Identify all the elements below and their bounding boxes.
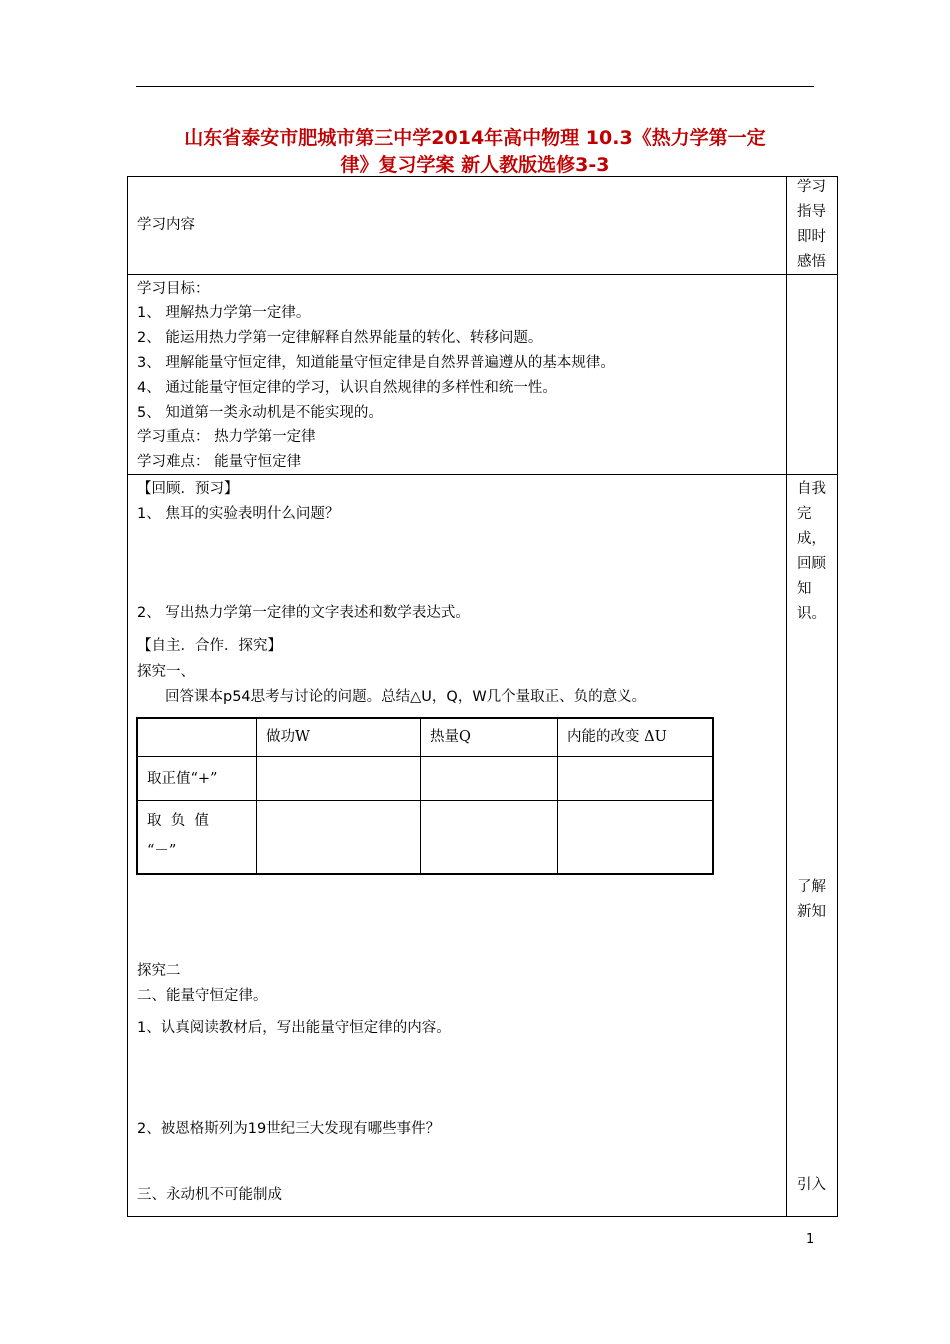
page-title-line-2: 律》复习学案 新人教版选修3-3 — [340, 154, 610, 176]
sign-convention-table — [136, 717, 714, 875]
side-note-line: 识。 — [797, 606, 826, 622]
objective-item: 4、 通过能量守恒定律的学习，认识自然规律的多样性和统一性。 — [137, 380, 557, 396]
review-heading: 【回顾．预习】 — [137, 481, 239, 497]
content-label: 学习内容 — [137, 217, 195, 233]
side-note-line: 完 — [797, 506, 812, 522]
side-note-line: 了解 — [797, 879, 826, 895]
row-label-negative-line2: “－” — [147, 842, 177, 859]
key-point: 学习重点： 热力学第一定律 — [137, 429, 316, 445]
row-label-positive: 取正值“+” — [137, 756, 257, 800]
page-number: 1 — [806, 1232, 815, 1247]
side-note-line: 知 — [797, 581, 812, 597]
objectives-heading: 学习目标： — [137, 281, 210, 297]
page-title-line-1: 山东省泰安市肥城市第三中学2014年高中物理 10.3《热力学第一定 — [184, 127, 766, 149]
table-header-cell: 热量Q — [421, 718, 558, 756]
header-rule — [136, 86, 814, 87]
objective-item: 3、 理解能量守恒定律，知道能量守恒定律是自然界普遍遵从的基本规律。 — [137, 355, 615, 371]
objective-item: 5、 知道第一类永动机是不能实现的。 — [137, 405, 383, 421]
row-divider-objectives — [127, 474, 838, 475]
guide-label-line: 感悟 — [797, 254, 826, 270]
guide-label — [797, 175, 833, 275]
explore-part2-title: 探究二 — [137, 963, 181, 979]
explore-part1-text: 回答课本p54思考与讨论的问题。总结△U，Q，W几个量取正、负的意义。 — [165, 689, 647, 705]
table-header-row — [137, 718, 713, 756]
review-question-1: 1、 焦耳的实验表明什么问题？ — [137, 506, 340, 522]
objective-item: 2、 能运用热力学第一定律解释自然界能量的转化、转移问题。 — [137, 330, 543, 346]
table-cell[interactable] — [257, 756, 421, 800]
explore-part2-question-2: 2、被恩格斯列为19世纪三大发现有哪些事件？ — [137, 1121, 441, 1137]
row-label-negative-line1: 取 负 值 — [147, 812, 209, 829]
side-note-line: 新知 — [797, 904, 826, 920]
side-note-learn-new — [797, 875, 833, 925]
column-divider — [786, 176, 787, 1217]
explore-heading: 【自主．合作．探究】 — [137, 638, 282, 654]
review-question-2: 2、 写出热力学第一定律的文字表述和数学表达式。 — [137, 605, 470, 621]
explore-part2-subtitle: 二、能量守恒定律。 — [137, 988, 268, 1004]
side-note-line: 回顾 — [797, 556, 826, 572]
difficulty: 学习难点： 能量守恒定律 — [137, 454, 302, 470]
explore-part2-question-1: 1、认真阅读教材后，写出能量守恒定律的内容。 — [137, 1020, 451, 1036]
table-cell[interactable] — [257, 800, 421, 874]
table-cell[interactable] — [421, 800, 558, 874]
table-cell[interactable] — [558, 756, 714, 800]
table-cell[interactable] — [558, 800, 714, 874]
objective-item: 1、 理解热力学第一定律。 — [137, 305, 311, 321]
guide-label-line: 指导 — [797, 204, 826, 220]
explore-part1-title: 探究一、 — [137, 664, 195, 680]
table-cell[interactable] — [421, 756, 558, 800]
table-header-cell: 做功W — [257, 718, 421, 756]
table-row — [137, 800, 713, 874]
row-label-negative — [137, 800, 257, 874]
table-row — [137, 756, 713, 800]
side-note-self-complete — [797, 477, 833, 627]
side-note-introduce: 引入 — [797, 1177, 826, 1193]
guide-label-line: 即时 — [797, 229, 826, 245]
table-header-cell: 内能的改变 ΔU — [558, 718, 714, 756]
row-divider-header — [127, 274, 838, 275]
table-header-cell — [137, 718, 257, 756]
side-note-line: 成， — [797, 531, 826, 547]
guide-label-line: 学习 — [797, 179, 826, 195]
side-note-line: 自我 — [797, 481, 826, 497]
explore-part3: 三、永动机不可能制成 — [137, 1187, 282, 1203]
